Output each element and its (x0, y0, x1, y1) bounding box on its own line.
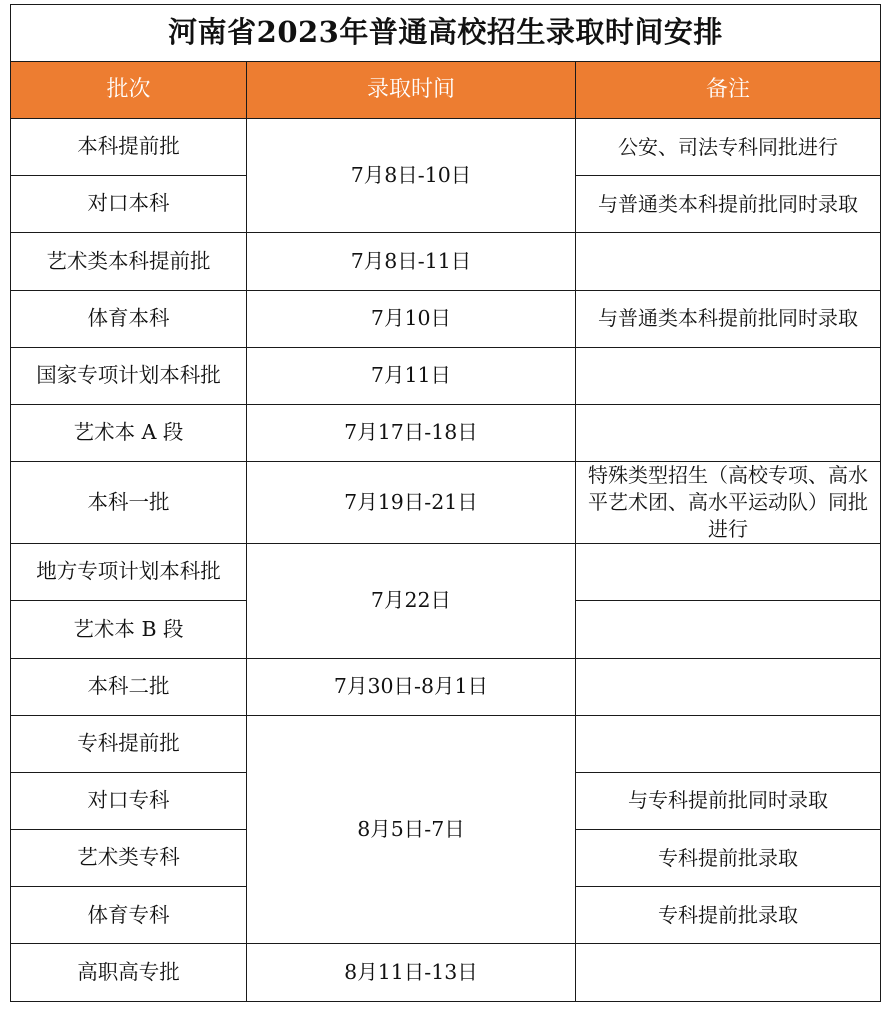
time-cell: 7月8日-11日 (247, 233, 576, 290)
table-row (11, 404, 881, 461)
time-cell: 7月30日-8月1日 (247, 658, 576, 715)
table-row (11, 658, 881, 715)
note-cell (576, 233, 881, 290)
time-cell: 7月8日-10日 (247, 119, 576, 233)
note-cell: 专科提前批录取 (576, 887, 881, 944)
note-cell (576, 944, 881, 1001)
note-cell: 公安、司法专科同批进行 (576, 119, 881, 176)
batch-cell: 本科二批 (11, 658, 247, 715)
note-cell (576, 658, 881, 715)
batch-cell: 体育专科 (11, 887, 247, 944)
batch-cell: 对口专科 (11, 772, 247, 829)
batch-cell: 艺术本 B 段 (11, 601, 247, 658)
table-row (11, 715, 881, 772)
note-cell: 专科提前批录取 (576, 830, 881, 887)
time-cell: 7月17日-18日 (247, 404, 576, 461)
batch-cell: 本科提前批 (11, 119, 247, 176)
title-row (11, 5, 881, 62)
table-row (11, 233, 881, 290)
header-batch: 批次 (11, 62, 247, 119)
batch-cell: 体育本科 (11, 290, 247, 347)
batch-cell: 艺术类本科提前批 (11, 233, 247, 290)
time-cell: 7月22日 (247, 544, 576, 658)
table-row (11, 290, 881, 347)
table-row (11, 347, 881, 404)
note-cell (576, 601, 881, 658)
time-cell: 8月11日-13日 (247, 944, 576, 1001)
header-row (11, 62, 881, 119)
table-row (11, 944, 881, 1001)
time-cell: 8月5日-7日 (247, 715, 576, 944)
batch-cell: 国家专项计划本科批 (11, 347, 247, 404)
batch-cell: 对口本科 (11, 176, 247, 233)
table-title: 河南省2023年普通高校招生录取时间安排 (11, 5, 881, 62)
batch-cell: 艺术类专科 (11, 830, 247, 887)
admission-schedule-table (10, 4, 881, 1002)
batch-cell: 艺术本 A 段 (11, 404, 247, 461)
note-cell: 与普通类本科提前批同时录取 (576, 290, 881, 347)
note-cell (576, 715, 881, 772)
note-cell (576, 404, 881, 461)
time-cell: 7月10日 (247, 290, 576, 347)
table-row (11, 462, 881, 544)
time-cell: 7月19日-21日 (247, 462, 576, 544)
note-cell (576, 347, 881, 404)
batch-cell: 地方专项计划本科批 (11, 544, 247, 601)
table-row (11, 119, 881, 176)
note-cell: 与普通类本科提前批同时录取 (576, 176, 881, 233)
batch-cell: 高职高专批 (11, 944, 247, 1001)
note-cell: 特殊类型招生（高校专项、高水平艺术团、高水平运动队）同批进行 (576, 462, 881, 544)
header-time: 录取时间 (247, 62, 576, 119)
table-row (11, 544, 881, 601)
schedule-body (11, 119, 881, 1002)
batch-cell: 本科一批 (11, 462, 247, 544)
header-note: 备注 (576, 62, 881, 119)
note-cell: 与专科提前批同时录取 (576, 772, 881, 829)
batch-cell: 专科提前批 (11, 715, 247, 772)
time-cell: 7月11日 (247, 347, 576, 404)
note-cell (576, 544, 881, 601)
